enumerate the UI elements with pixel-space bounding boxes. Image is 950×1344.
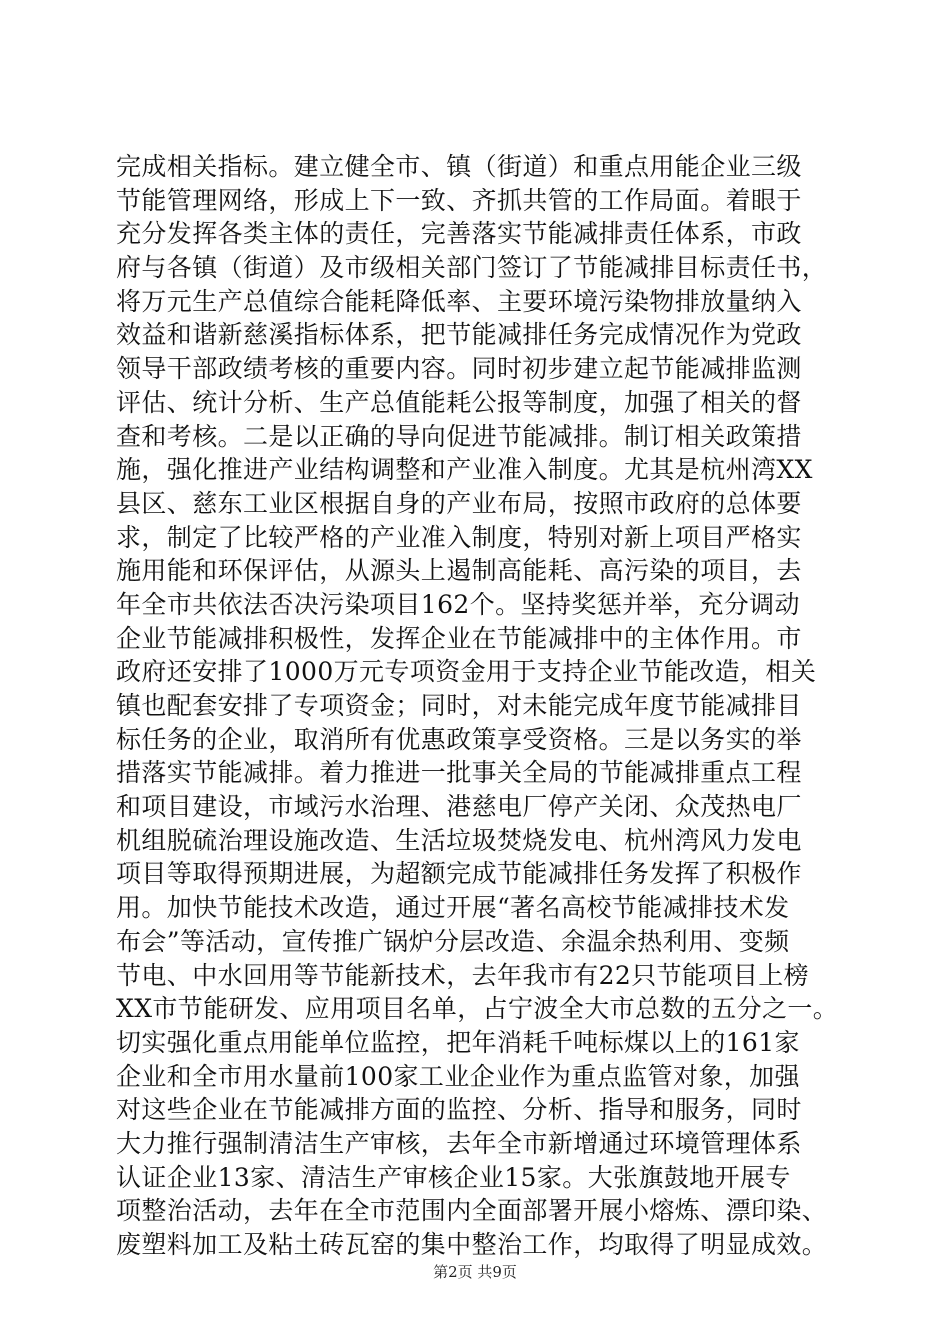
text-line: 效益和谐新慈溪指标体系，把节能减排任务完成情况作为党政 — [116, 320, 802, 350]
text-line: 企业和全市用水量前100家工业企业作为重点监管对象，加强 — [116, 1061, 800, 1091]
text-line: 镇也配套安排了专项资金；同时，对未能完成年度节能减排目 — [116, 691, 802, 720]
text-line: 企业节能减排积极性，发挥企业在节能减排中的主体作用。市 — [116, 623, 802, 653]
text-line: 对这些企业在节能减排方面的监控、分析、指导和服务，同时 — [116, 1095, 802, 1125]
text-line: 府与各镇（街道）及市级相关部门签订了节能减排目标责任书， — [116, 253, 828, 283]
text-line: 施，强化推进产业结构调整和产业准入制度。尤其是杭州湾XX — [116, 455, 813, 485]
text-line: 年全市共依法否决污染项目162个。坚持奖惩并举，充分调动 — [116, 589, 800, 619]
text-line: 完成相关指标。建立健全市、镇（街道）和重点用能企业三级 — [116, 152, 802, 181]
text-line: 领导干部政绩考核的重要内容。同时初步建立起节能减排监测 — [116, 354, 802, 384]
text-line: 施用能和环保评估，从源头上遏制高能耗、高污染的项目，去 — [116, 556, 802, 586]
text-line: 标任务的企业，取消所有优惠政策享受资格。三是以务实的举 — [116, 724, 802, 754]
text-line: 切实强化重点用能单位监控，把年消耗千吨标煤以上的161家 — [116, 1027, 800, 1057]
text-line: 评估、统计分析、生产总值能耗公报等制度，加强了相关的督 — [116, 387, 802, 417]
text-line: 大力推行强制清洁生产审核，去年全市新增通过环境管理体系 — [116, 1128, 802, 1158]
text-line: 节能管理网络，形成上下一致、齐抓共管的工作局面。着眼于 — [116, 185, 802, 215]
text-line: 查和考核。二是以正确的导向促进节能减排。制订相关政策措 — [116, 421, 802, 451]
body-text — [116, 150, 846, 1262]
text-line: 和项目建设，市域污水治理、港慈电厂停产关闭、众茂热电厂 — [116, 792, 802, 822]
text-line: 政府还安排了1000万元专项资金用于支持企业节能改造，相关 — [116, 657, 817, 687]
text-line: 县区、慈东工业区根据自身的产业布局，按照市政府的总体要 — [116, 488, 802, 518]
text-line: 废塑料加工及粘土砖瓦窑的集中整治工作，均取得了明显成效。 — [116, 1230, 828, 1259]
text-line: 项整治活动，去年在全市范围内全面部署开展小熔炼、漂印染、 — [116, 1196, 828, 1226]
text-line: 机组脱硫治理设施改造、生活垃圾焚烧发电、杭州湾风力发电 — [116, 825, 802, 855]
text-line: 求，制定了比较严格的产业准入制度，特别对新上项目严格实 — [116, 522, 802, 552]
text-line: 节电、中水回用等节能新技术，去年我市有22只节能项目上榜 — [116, 960, 810, 990]
text-line: 认证企业13家、清洁生产审核企业15家。大张旗鼓地开展专 — [116, 1162, 791, 1192]
text-line: 用。加快节能技术改造，通过开展“著名高校节能减排技术发 — [116, 893, 790, 923]
page-footer: 第2页 共9页 — [433, 1263, 517, 1281]
text-line: XX市节能研发、应用项目名单，占宁波全大市总数的五分之一。 — [116, 994, 839, 1024]
text-line: 布会”等活动，宣传推广锅炉分层改造、余温余热利用、变频 — [116, 926, 790, 956]
text-line: 将万元生产总值综合能耗降低率、主要环境污染物排放量纳入 — [116, 286, 802, 316]
text-line: 措落实节能减排。着力推进一批事关全局的节能减排重点工程 — [116, 758, 802, 788]
text-line: 项目等取得预期进展，为超额完成节能减排任务发挥了积极作 — [116, 859, 802, 889]
text-line: 充分发挥各类主体的责任，完善落实节能减排责任体系，市政 — [116, 219, 802, 249]
